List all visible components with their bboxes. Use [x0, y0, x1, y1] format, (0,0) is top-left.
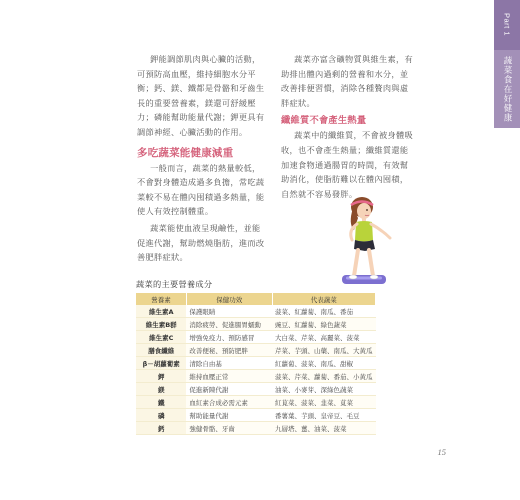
paragraph: 蔬菜亦富含礦物質與維生素，有助排出體內過剩的營養和水分，並改善排便習慣，消除各種贅肉與虛胖症狀。 — [281, 54, 413, 108]
nutrient-cell: 維生素B群 — [136, 318, 186, 331]
table-row — [136, 331, 376, 344]
table-header-row — [136, 293, 376, 305]
nutrient-cell: 磷 — [136, 409, 186, 422]
paragraph: 鉀能調節肌肉與心臟的活動，可預防高血壓，維持細胞水分平衡；鈣、鎂、鐵都是骨骼和牙齒生長的重要營養素，鎂還可舒緩壓力；磷能幫助能量代謝；鉀更具有調節神經、心臟活動的作用。 — [137, 54, 265, 137]
section-subheading: 纖維質不會產生熱量 — [281, 115, 367, 127]
table-row — [136, 422, 376, 435]
vegetables-cell: 豌豆、紅蘿蔔、綠色蔬菜 — [272, 318, 376, 331]
vegetables-cell: 番薯葉、芋頭、皇帝豆、毛豆 — [272, 409, 376, 422]
left-text-column — [137, 52, 265, 265]
nutrition-table — [136, 293, 376, 435]
table-row — [136, 370, 376, 383]
nutrient-cell: 鐵 — [136, 396, 186, 409]
vegetables-cell: 菠菜、紅蘿蔔、南瓜、番茄 — [272, 305, 376, 318]
vegetables-cell: 九層塔、薑、油菜、菠菜 — [272, 422, 376, 435]
benefit-cell: 血紅素合成必需元素 — [186, 396, 272, 409]
nutrient-cell: β－胡蘿蔔素 — [136, 357, 186, 370]
table-title: 蔬菜的主要營養成分 — [136, 279, 213, 289]
vegetables-cell: 油菜、小麥芽、深綠色蔬菜 — [272, 383, 376, 396]
table-row — [136, 357, 376, 370]
table-row — [136, 409, 376, 422]
benefit-cell: 改善便秘、預防肥胖 — [186, 344, 272, 357]
chapter-side-tab — [494, 0, 520, 128]
nutrient-cell: 維生素A — [136, 305, 186, 318]
table-row — [136, 383, 376, 396]
section-heading: 多吃蔬菜能健康減重 — [137, 146, 234, 159]
vegetables-cell: 菠菜、芹菜、蘿蔔、番茄、小黃瓜 — [272, 370, 376, 383]
paragraph: 蔬菜中的纖維質，不會被身體吸收，也不會產生熱量；纖維質還能加速食物通過腸胃的時間，有效幫助消化，使脂肪難以在體內囤積，自然就不容易發胖。 — [281, 130, 413, 199]
table-row — [136, 318, 376, 331]
paragraph: 蔬菜能使血液呈現鹼性，並能促進代謝，幫助燃燒脂肪，進而改善肥胖症狀。 — [137, 222, 265, 263]
nutrient-cell: 鉀 — [136, 370, 186, 383]
column-header: 營養素 — [136, 293, 186, 305]
column-header: 代表蔬菜 — [272, 293, 376, 305]
vegetables-cell: 大白菜、芹菜、高麗菜、菠菜 — [272, 331, 376, 344]
table-row — [136, 396, 376, 409]
nutrient-cell: 維生素C — [136, 331, 186, 344]
benefit-cell: 幫助能量代謝 — [186, 409, 272, 422]
benefit-cell: 強健骨骼、牙齒 — [186, 422, 272, 435]
page-number: 15 — [437, 447, 446, 457]
vegetables-cell: 芹菜、芋頭、山藥、南瓜、大黃瓜 — [272, 344, 376, 357]
nutrient-cell: 膳食纖維 — [136, 344, 186, 357]
chapter-part-label: Part 1 — [494, 0, 520, 50]
woman-on-scale-illustration — [318, 196, 408, 288]
benefit-cell: 保護眼睛 — [186, 305, 272, 318]
column-header: 保健功效 — [186, 293, 272, 305]
paragraph: 一般而言，蔬菜的熱量較低，不會對身體造成過多負擔，常吃蔬菜較不易在體內囤積過多熱量，能使人有效控制體重。 — [137, 162, 265, 217]
nutrient-cell: 鎂 — [136, 383, 186, 396]
vegetables-cell: 紅蘿蔔、菠菜、南瓜、甜椒 — [272, 357, 376, 370]
benefit-cell: 維持血壓正常 — [186, 370, 272, 383]
right-text-column — [281, 52, 414, 201]
benefit-cell: 清除自由基 — [186, 357, 272, 370]
table-row — [136, 305, 376, 318]
chapter-title: 蔬菜食在好健康 — [502, 55, 512, 123]
table-row — [136, 344, 376, 357]
vegetables-cell: 紅莧菜、菠菜、韭菜、莧菜 — [272, 396, 376, 409]
benefit-cell: 消除疲勞、促進腸胃蠕動 — [186, 318, 272, 331]
benefit-cell: 增強免疫力、預防感冒 — [186, 331, 272, 344]
benefit-cell: 促進新陳代謝 — [186, 383, 272, 396]
nutrient-cell: 鈣 — [136, 422, 186, 435]
